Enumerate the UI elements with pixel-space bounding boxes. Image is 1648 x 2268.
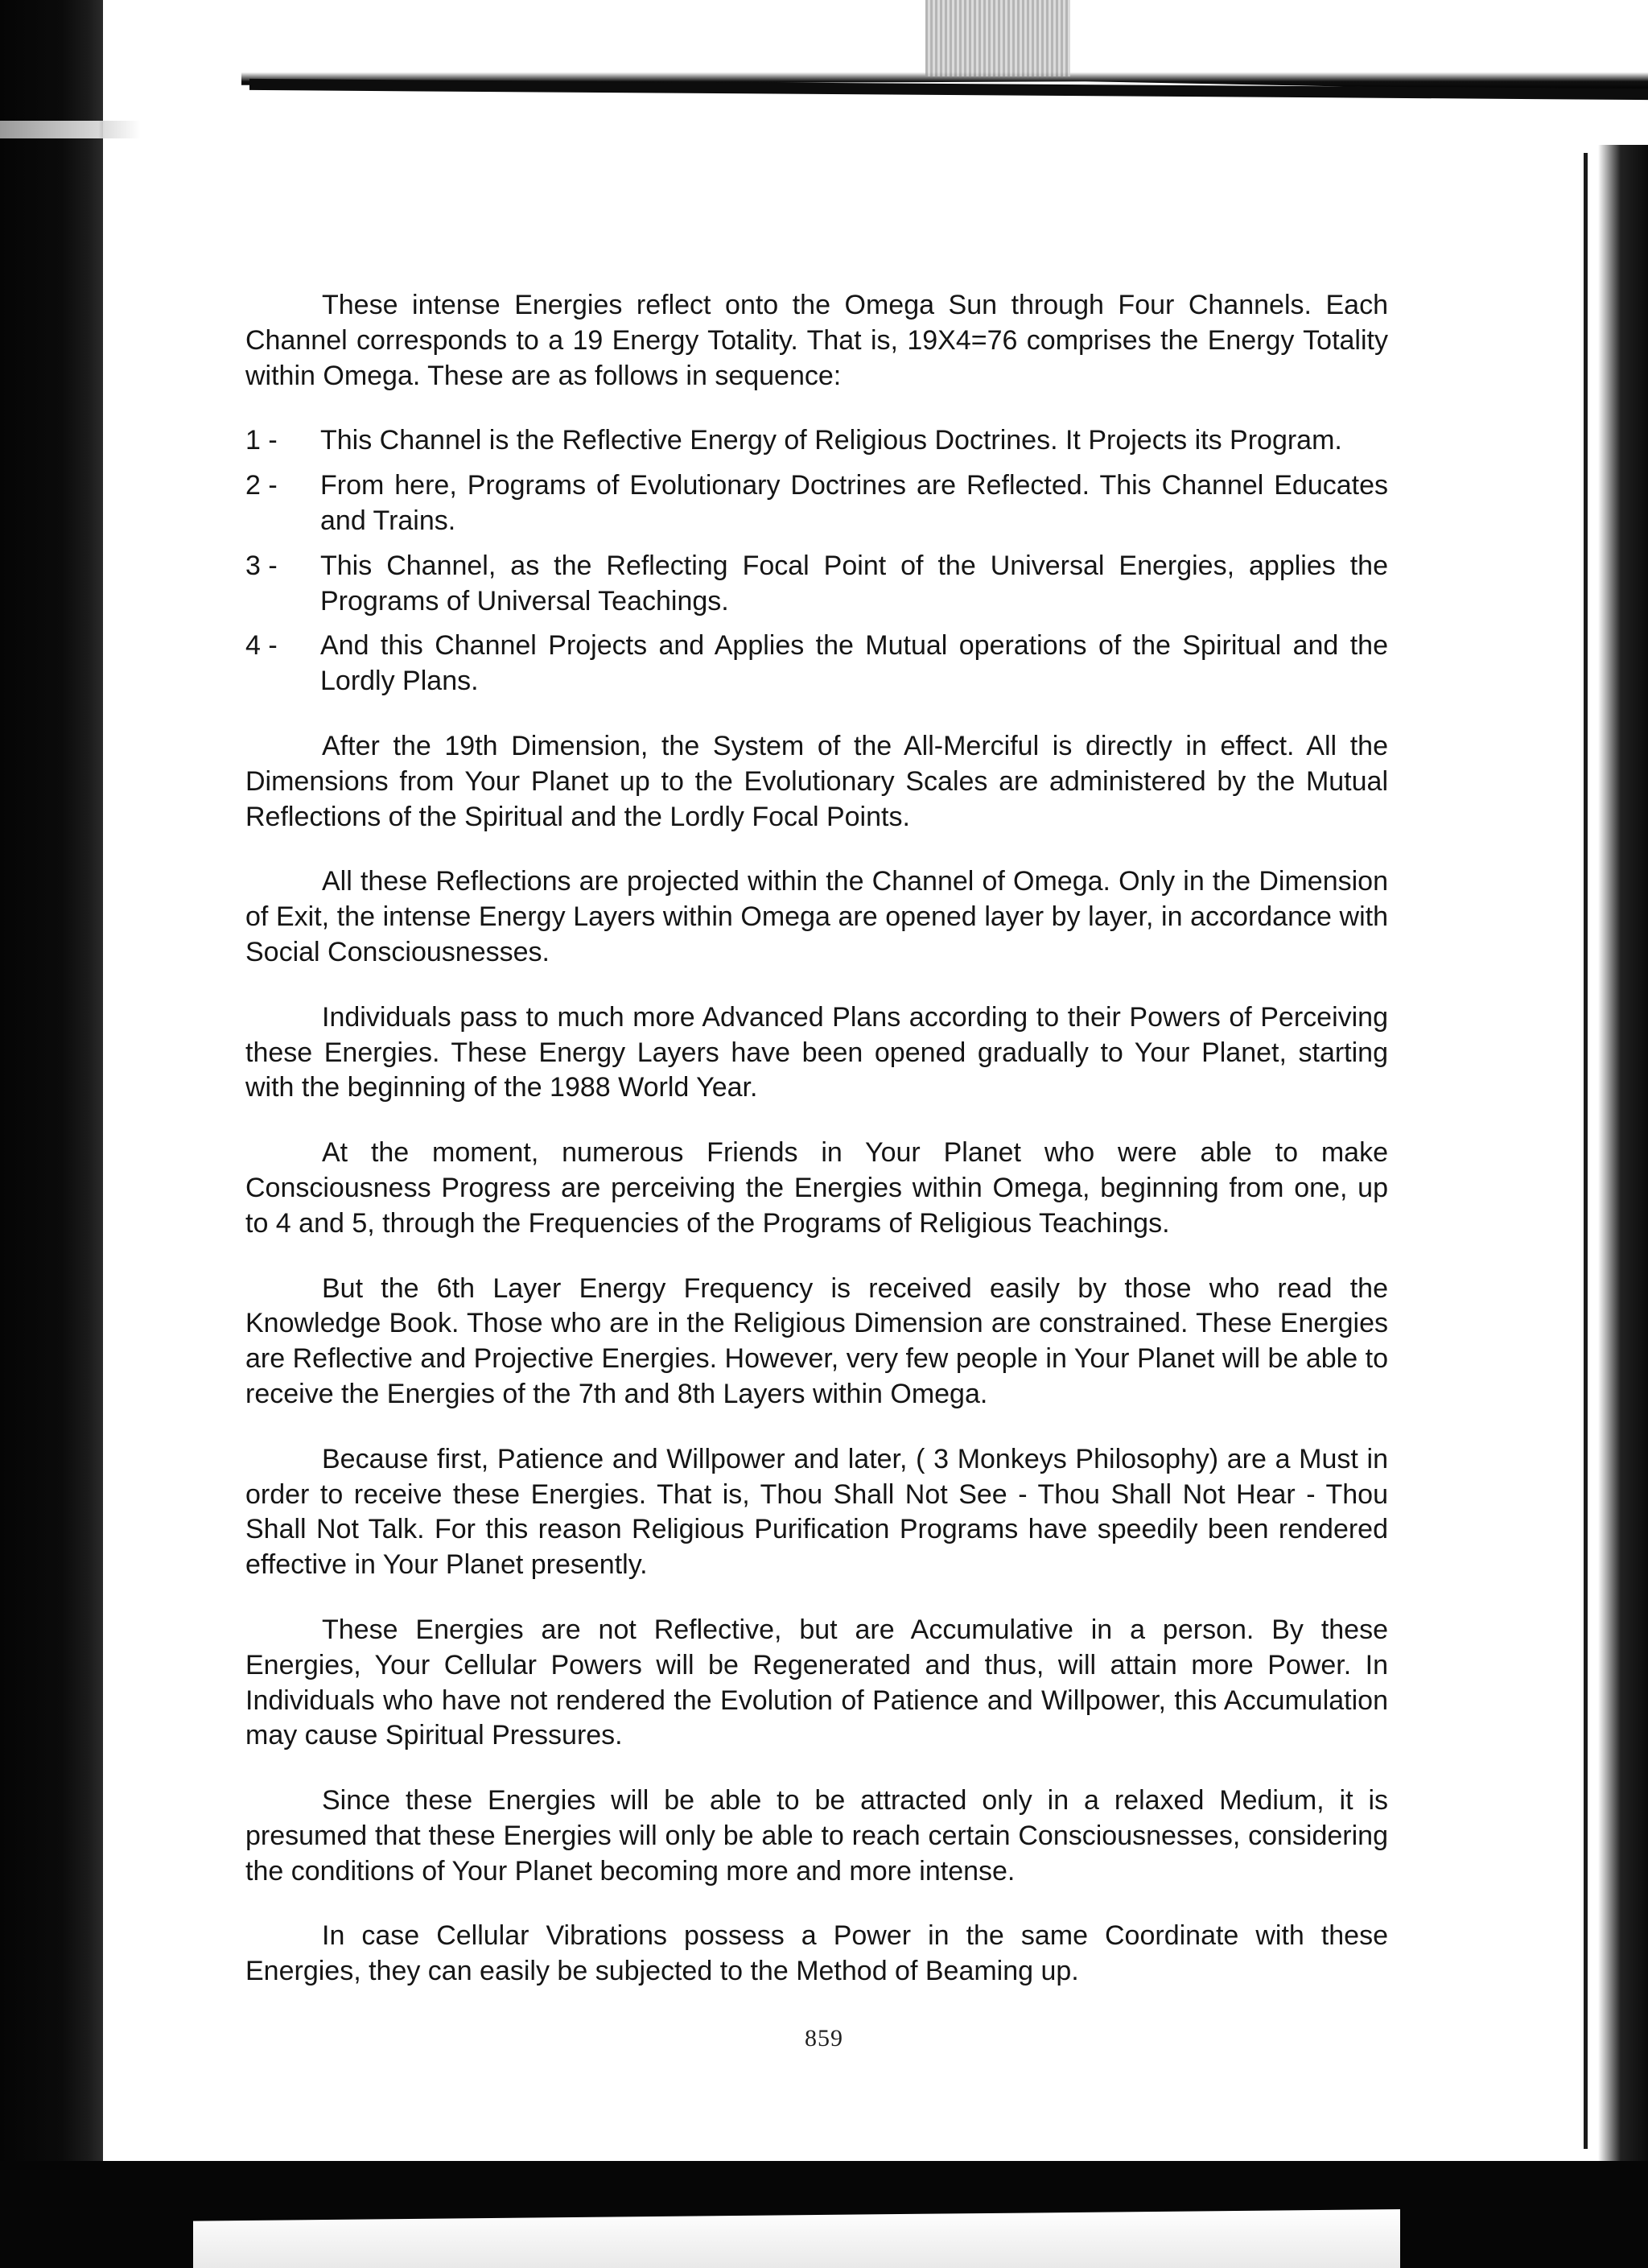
list-item: [245, 629, 1388, 699]
page-number: 859: [805, 2025, 843, 2052]
body-paragraph: After the 19th Dimension, the System of the All-Merciful is directly in effect. All the Dimensions from Your Planet up to the Evolutionary Scales are administered by the Mutual Reflections of the Spiritual and the Lordly Focal Points.: [245, 730, 1388, 832]
scan-edge-right: [1584, 153, 1588, 2149]
list-item-text: This Channel is the Reflective Energy of Religious Doctrines. It Projects its Program.: [320, 425, 1342, 456]
list-item-number: 4 -: [245, 630, 278, 662]
list-item: [245, 549, 1388, 620]
body-paragraph: At the moment, numerous Friends in Your Planet who were able to make Consciousness Progress are perceiving the Energies within Omega, beginning from one, up to 4 and 5, through the Frequencies of the Programs of Religious Teachings.: [245, 1137, 1388, 1239]
body-paragraph: In case Cellular Vibrations possess a Power in the same Coordinate with these Energies, they can easily be subjected to the Method of Beaming up.: [245, 1920, 1388, 1987]
list-item-number: 2 -: [245, 470, 278, 501]
scan-shadow-right: [1598, 145, 1648, 2173]
body-paragraph: Since these Energies will be able to be attracted only in a relaxed Medium, it is presumed that these Energies will only be able to reach certain Consciousnesses, considering the conditions of Your Planet becoming more and more intense.: [245, 1785, 1388, 1887]
list-item-text: From here, Programs of Evolutionary Doctrines are Reflected. This Channel Educates and Trains.: [320, 470, 1388, 536]
list-item: [245, 468, 1388, 539]
body-paragraph: Because first, Patience and Willpower and later, ( 3 Monkeys Philosophy) are a Must in order to receive these Energies. That is, Thou Shall Not See - Thou Shall Not Hear - Thou Shall Not Talk. For this reason Religious Purification Programs have speedily been rendered effective in Your Planet presently.: [245, 1443, 1388, 1581]
channel-list: [245, 423, 1388, 699]
list-item-number: 1 -: [245, 425, 278, 456]
body-paragraph: These Energies are not Reflective, but are Accumulative in a person. By these Energies, Your Cellular Powers will be Regenerated and thus, will attain more Power. In Individuals who have not rendered the Evolution of Patience and Willpower, this Accumulation may cause Spiritual Pressures.: [245, 1614, 1388, 1751]
list-item-text: This Channel, as the Reflecting Focal Point of the Universal Energies, applies the Programs of Universal Teachings.: [320, 550, 1388, 616]
intro-paragraph: These intense Energies reflect onto the Omega Sun through Four Channels. Each Channel corresponds to a 19 Energy Totality. That is, 19X4=76 comprises the Energy Totality within Omega. These are as follows in sequence:: [245, 290, 1388, 391]
scan-shadow-left: [0, 0, 103, 2268]
body-paragraph: But the 6th Layer Energy Frequency is received easily by those who read the Knowledge Book. Those who are in the Religious Dimension are constrained. These Energies are Reflective and Projective Energies. However, very few people in Your Planet will be able to receive the Energies of the 7th and 8th Layers within Omega.: [245, 1272, 1388, 1409]
list-item-text: And this Channel Projects and Applies the Mutual operations of the Spiritual and the Lordly Plans.: [320, 630, 1388, 697]
scan-smudge-top: [925, 0, 1070, 76]
body-paragraph: Individuals pass to much more Advanced Plans according to their Powers of Perceiving these Energies. These Energy Layers have been opened gradually to Your Planet, starting with the beginning of the 1988 World Year.: [245, 1001, 1388, 1103]
list-item-number: 3 -: [245, 550, 278, 581]
scan-glare-top-left: [0, 121, 141, 138]
body-paragraph: All these Reflections are projected within the Channel of Omega. Only in the Dimension of Exit, the intense Energy Layers within Omega are opened layer by layer, in accordance with Social Consciousnesses.: [245, 866, 1388, 967]
list-item: [245, 423, 1388, 459]
page-body: [245, 288, 1388, 2019]
